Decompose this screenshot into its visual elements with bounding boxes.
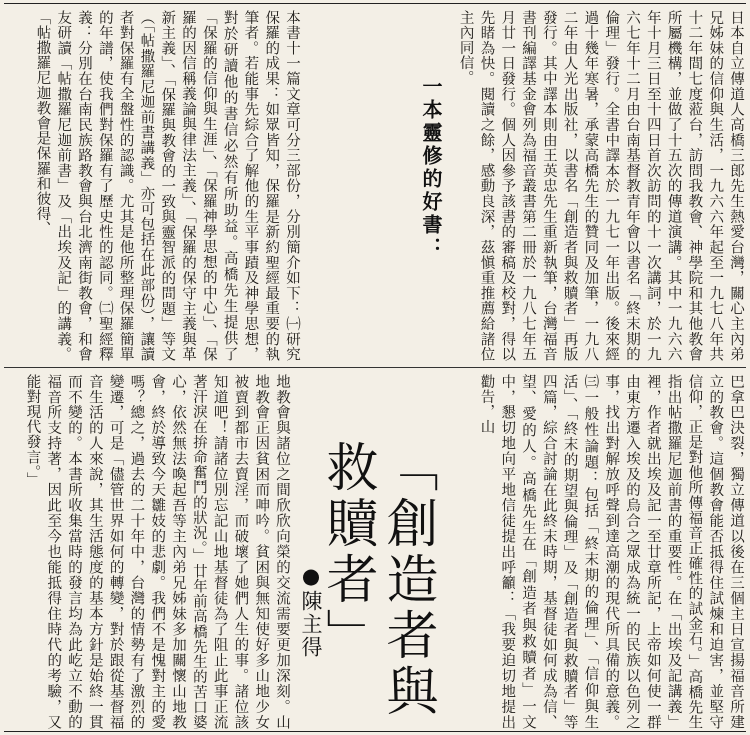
middle-divider-rule [4,367,746,368]
summary-paragraph: 本書十一篇文章可分三部份，分別簡介如下：㈠研究保羅的成果：如眾皆知，保羅是新約聖經最重要的執筆者。若能事先綜合了解他的生平事蹟及神學思想，對於研讀他的書信必然有所助益。高橋先生提供了「保羅的信仰與生涯」、「保羅神學思想的中心」、「保羅的因信稱義論與律法主義」、「保羅的保守主義與革新主義」、「保羅與教會的一致與靈智派的問題」等文（「帖撒羅尼迦前書講義」亦可包括在此部份），讓讀者對保羅有全盤性的認識。尤其是他所整理保羅簡單的年譜，使我們對保羅有了歷史性的認同。㈡聖經釋義：分別在台南民族路教會與台北濟南街教會，和會友研讀「帖撒羅尼迦前書」及「出埃及記」的講義。「帖撒羅尼迦教會是保羅和彼得、 [34,10,300,362]
conclusion-text-column [4,374,292,730]
article-kicker: 一本靈修的好書： [419,76,443,260]
topics-text-column [452,374,746,730]
intro-text-column [457,10,746,362]
intro-paragraph: 日本自立傳道人高橋三郎先生熱愛台灣，關心主內弟兄姊妹的信仰與生活，一九六六年起至一九七八年共十二年間七度蒞台，訪問我教會、神學院和其他教會所屬機構，並做了十五次的傳道演講。其中一九六六年十月三日至十四日首次訪問的十一次講詞，於一九六七年十二月由台南基督教青年會以書名「終末期的倫理」發行。全書中譯本於一九七一年出版。後來經過十幾年寒暑，承蒙高橋先生的贊同及加筆，一九八二年由人光出版社，以書名「創造者與救贖者」再版發行。其中譯本則由王英忠先生重新執筆，台灣福音書刊編譯基金會列為福音叢書第二冊於一九八七年五月廿一日發行。個人因參予該書的審稿及校對，得以先睹為快。閱讀之餘，感動良深，茲愼重推薦給諸位主內同信。 [457,10,744,362]
article-title: 「創造者與救贖者」 [317,440,437,720]
article-byline: ●陳主得 [299,564,323,659]
topics-paragraph: 巴拿巴決裂，獨立傳道以後在三個主日宣揚福音所建立的教會。這個教會能否抵得住試煉和迫害，並堅守信仰，正是對他所傳福音正確性的試金石。」高橋先生指出帖撒羅尼迦前書的重要性。在「出埃及記講義」裡，作者就出埃及記一至廿章所記，上帝如何使一群由東方遷入埃及的烏合之眾成為統一的民族以色列之事，找出對解放呼聲到達高潮的現代所具備的意義。㈢一般性論題：包括「終末期的倫理」、「信仰與生活」、「終末的期望與倫理」及「創造者與救贖者」等四篇，綜合討論在此終末時期，基督徒如何成為信、望、愛的人。高橋先生在「創造者與救贖者」一文中，懇切地向平地信徒提出呼籲：「我要迫切地提出勸告，山 [478,374,744,730]
conclusion-paragraph: 地教會與諸位之間欣欣向榮的交流需要更加深刻。山地教會正因貧困而呻吟。貧困與無知使好多山地少女被賣到都市去賣淫，而破壞了她們人生的事。諸位該知道吧！請諸位別忘記山地基督徒為了阻止此事正流著汗淚在拚命奮鬥的狀況。」廿年前高橋先生的苦口婆心，依然無法喚起吾等主內弟兄姊妹多加關懷山地教會，終於導致今天雛妓的悲劇。我們不是愧對主的愛嗎？總之，過去的二十年中，台灣的情勢有了激烈的變遷，可是「儘管世界如何的轉變，對於跟從基督福音生活的人來說，其生活態度的基本方針是始終一貫而不變的。本書所收集當時的發言均為此屹立不動的福音所支持著，因此至今也能抵得住時代的考驗，又能對現代發言。」 [24,374,290,730]
summary-text-column [4,10,302,362]
bottom-border-rule [4,731,746,732]
top-border-rule [4,3,746,4]
